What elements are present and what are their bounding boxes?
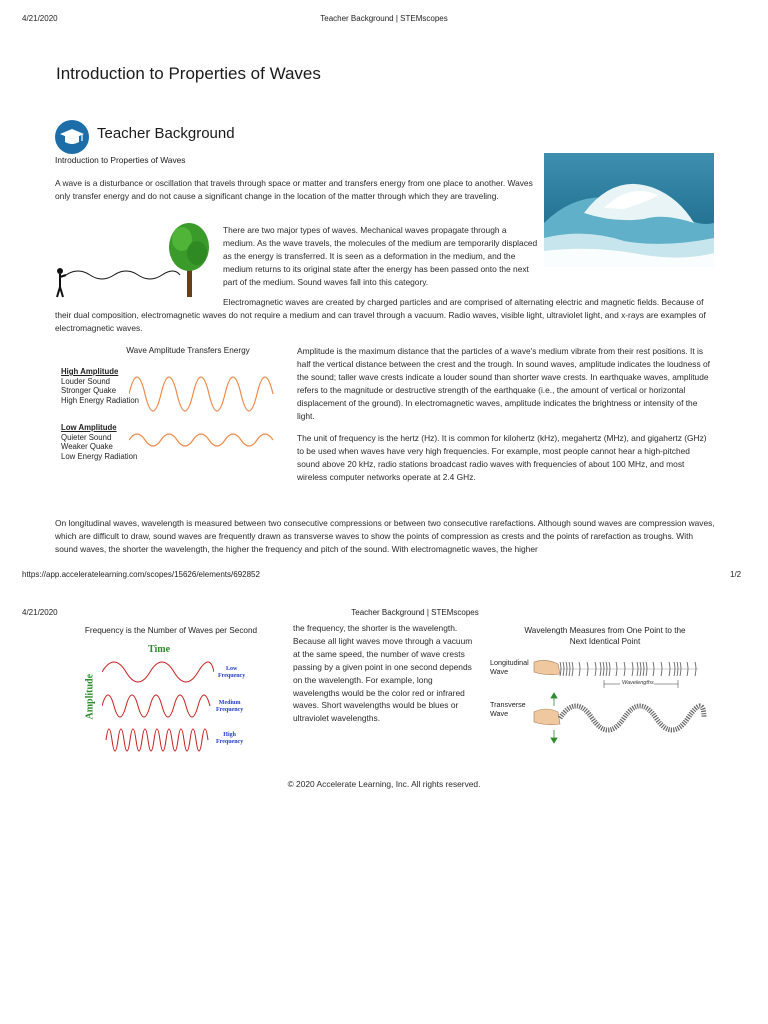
low-item-3: Low Energy Radiation <box>61 452 138 461</box>
low-item-2: Weaker Quake <box>61 442 113 451</box>
frequency-figure-title: Frequency is the Number of Waves per Second <box>84 626 258 635</box>
medium-frequency-wave <box>102 695 210 717</box>
longitudinal-wave-label: Longitudinal Wave <box>490 658 529 676</box>
wavelengths-label: Wavelengths <box>622 680 654 686</box>
high-amplitude-label: High Amplitude <box>61 367 119 376</box>
paragraph-wavelength: On longitudinal waves, wavelength is measured between two consecutive compressions or between two consecutive rarefactions. Although sound waves are compression waves, which are difficult to draw, sound waves are frequently drawn as transverse waves to show the points of compression as crests and the points of rarefaction as troughs. With sound waves, the shorter the wavelength, the higher the frequency and pitch of the sound. With electromagnetic waves, the higher <box>55 518 715 554</box>
paragraph-electromagnetic-waves: Electromagnetic waves are created by charged particles and are comprised of alternating electric and magnetic fields. Because of their dual composition, electromagnetic waves do not require a medium and can travel through a vacuum. Radio waves, visible light, ultraviolet light, and x-rays are examples of electromagnetic waves. <box>55 297 706 333</box>
amplitude-axis-label: Amplitude <box>84 673 96 720</box>
low-amplitude-label: Low Amplitude <box>61 423 117 432</box>
paragraph-wavelength-continued: the frequency, the shorter is the wavelength. Because all light waves move through a vacuum at the same speed, the number of wave crests passing by a given point in one second depends on the wavelength. For example, long wavelengths would be the color red or infrared waves. Short wavelengths would be blues or ultraviolet wavelengths. <box>293 623 473 724</box>
paragraph-amplitude: Amplitude is the maximum distance that the particles of a wave's medium vibrate from their rest positions. It is half the vertical distance between the crest and the trough. In sound waves, amplitude indicates the loudness of the sound; taller wave crests indicate a louder sound than shorter wave crests. In earthquake waves, amplitude refers to the magnitude or destructive strength of the earthquake (i.e., the amount of vertical or horizontal displacement of the ground). In electromagnetic waves, amplitude indicates the brightness or intensity of the light. <box>297 346 710 421</box>
footer-url[interactable]: https://app.acceleratelearning.com/scopes/15626/elements/692852 <box>22 570 260 579</box>
header-title: Teacher Background | STEMscopes <box>320 14 448 23</box>
low-frequency-label: Low Frequency <box>218 666 246 679</box>
header-date: 4/21/2020 <box>22 14 58 23</box>
high-frequency-label: High Frequency <box>216 732 244 745</box>
low-amplitude-wave <box>129 434 273 446</box>
header-title-page2: Teacher Background | STEMscopes <box>351 608 479 617</box>
low-item-1: Quieter Sound <box>61 433 112 442</box>
high-frequency-wave <box>106 729 208 751</box>
paragraph-frequency-units: The unit of frequency is the hertz (Hz). It is common for kilohertz (kHz), megahertz (MHz), and gigahertz (GHz) to be used when waves have very high frequencies. For example, most people cannot hear a high-pitched sound above 20 kHz, radio stations broadcast radio waves with frequencies of about 100 MHz, and most wireless computer networks operate at 2.4 GHz. <box>297 433 707 482</box>
hand-top-icon <box>534 660 560 674</box>
amplitude-figure-title: Wave Amplitude Transfers Energy <box>126 346 250 355</box>
high-item-3: High Energy Radiation <box>61 396 140 405</box>
high-item-2: Stronger Quake <box>61 386 117 395</box>
graduation-cap-icon <box>55 120 89 154</box>
wavelength-arrows <box>604 680 678 688</box>
transverse-wave-label: Transverse Wave <box>490 700 526 718</box>
mechanical-wave-illustration <box>52 219 218 301</box>
amplitude-waves <box>129 362 289 462</box>
page-title: Introduction to Properties of Waves <box>56 64 321 83</box>
frequency-figure <box>70 622 280 757</box>
medium-frequency-label: Medium Frequency <box>216 700 244 713</box>
high-item-1: Louder Sound <box>61 377 110 386</box>
subtitle: Introduction to Properties of Waves <box>55 155 186 165</box>
hand-bottom-icon <box>534 709 560 725</box>
time-label: Time <box>148 644 171 655</box>
longitudinal-spring <box>560 662 698 676</box>
section-title: Teacher Background <box>97 125 235 142</box>
frequency-waves <box>102 656 214 756</box>
wavelength-illustration <box>532 654 712 754</box>
transverse-spring <box>560 706 704 730</box>
paragraph-mechanical-waves: There are two major types of waves. Mechanical waves propagate through a medium. As the wave travels, the molecules of the medium are temporarily displaced as the energy is transferred. It is seen as a deformation in the medium, and the medium returns to its original state after the energy has been passed onto the next part of the medium. Sound waves fall into this category. <box>223 225 538 287</box>
wavelength-figure <box>488 624 710 756</box>
low-frequency-wave <box>102 662 214 682</box>
paragraph-wave-definition: A wave is a disturbance or oscillation that travels through space or matter and transfers energy from one place to another. Waves only transfer energy and do not cause a significant change in the location of the matter through which they are traveling. <box>55 178 533 201</box>
amplitude-figure <box>55 344 290 474</box>
footer-page-number: 1/2 <box>730 570 742 579</box>
ocean-wave-photo <box>544 153 714 267</box>
wavelength-figure-title: Wavelength Measures from One Point to the Next Identical Point <box>524 626 686 646</box>
high-amplitude-wave <box>129 377 273 411</box>
header-date-page2: 4/21/2020 <box>22 608 58 617</box>
copyright: © 2020 Accelerate Learning, Inc. All rights reserved. <box>287 779 481 789</box>
